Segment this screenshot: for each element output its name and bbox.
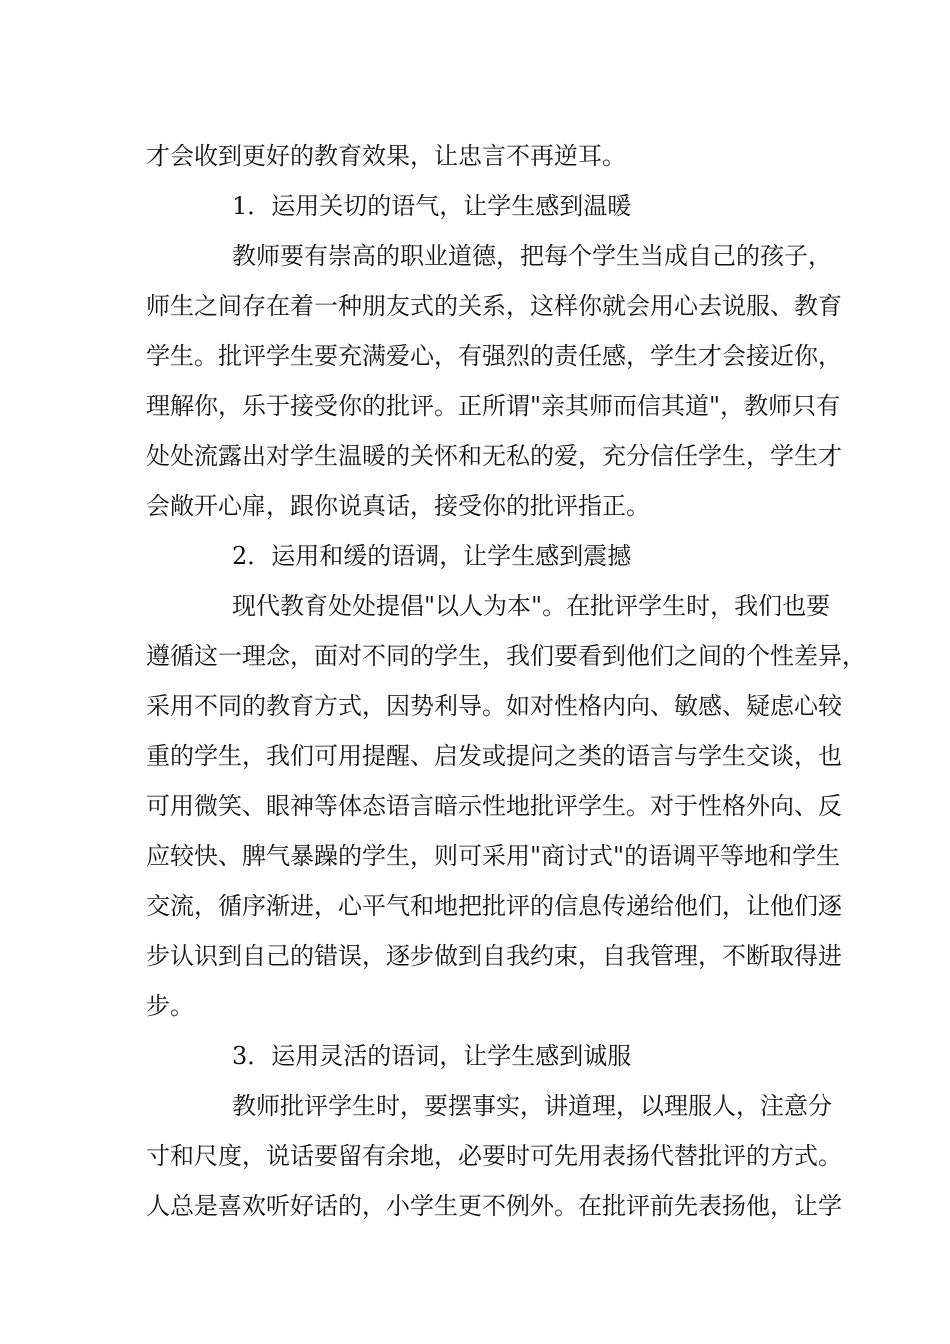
paragraph-line: 会敞开心扉，跟你说真话，接受你的批评指正。	[146, 492, 650, 520]
paragraph-line: 理解你，乐于接受你的批评。正所谓"亲其师而信其道"，教师只有	[146, 392, 841, 420]
paragraph-line: 可用微笑、眼神等体态语言暗示性地批评学生。对于性格外向、反	[146, 792, 842, 820]
paragraph-line: 应较快、脾气暴躁的学生，则可采用"商讨式"的语调平等地和学生	[146, 842, 841, 870]
paragraph-line: 教师要有崇高的职业道德，把每个学生当成自己的孩子，	[232, 242, 832, 270]
paragraph-line: 采用不同的教育方式，因势利导。如对性格内向、敏感、疑虑心较	[146, 692, 842, 720]
paragraph-line: 学生。批评学生要充满爱心，有强烈的责任感，学生才会接近你，	[146, 342, 842, 370]
document-body	[146, 131, 866, 1231]
paragraph-line: 现代教育处处提倡"以人为本"。在批评学生时，我们也要	[232, 592, 831, 620]
paragraph-line: 寸和尺度，说话要留有余地，必要时可先用表扬代替批评的方式。	[146, 1142, 842, 1170]
section-heading-1: 1．运用关切的语气，让学生感到温暖	[232, 192, 632, 220]
paragraph-line: 人总是喜欢听好话的，小学生更不例外。在批评前先表扬他，让学	[146, 1192, 842, 1220]
paragraph-line: 师生之间存在着一种朋友式的关系，这样你就会用心去说服、教育	[146, 292, 842, 320]
paragraph-line: 步认识到自己的错误，逐步做到自我约束，自我管理，不断取得进	[146, 942, 842, 970]
section-heading-2: 2．运用和缓的语调，让学生感到震撼	[232, 542, 632, 570]
paragraph-line: 处处流露出对学生温暖的关怀和无私的爱，充分信任学生，学生才	[146, 442, 842, 470]
paragraph-continuation-line: 才会收到更好的教育效果，让忠言不再逆耳。	[146, 142, 626, 170]
paragraph-line: 交流，循序渐进，心平气和地把批评的信息传递给他们，让他们逐	[146, 892, 842, 920]
paragraph-line: 教师批评学生时，要摆事实，讲道理，以理服人，注意分	[232, 1092, 832, 1120]
section-heading-3: 3．运用灵活的语词，让学生感到诚服	[232, 1042, 632, 1070]
paragraph-line: 步。	[146, 992, 194, 1020]
paragraph-line: 重的学生，我们可用提醒、启发或提问之类的语言与学生交谈，也	[146, 742, 842, 770]
paragraph-line: 遵循这一理念，面对不同的学生，我们要看到他们之间的个性差异，	[146, 642, 866, 670]
